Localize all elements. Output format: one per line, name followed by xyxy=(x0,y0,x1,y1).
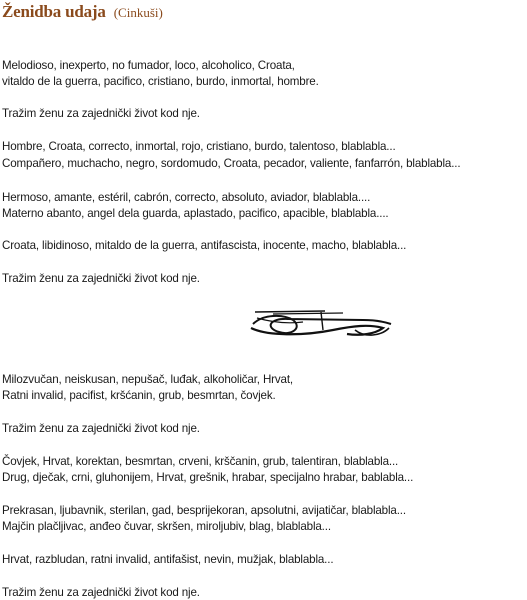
poem-line: Croata, libidinoso, mitaldo de la guerra, antifascista, inocente, macho, blablabla... xyxy=(2,239,407,252)
page-title: Ženidba udaja xyxy=(2,2,106,21)
poem-line: Hombre, Croata, correcto, inmortal, rojo, cristiano, burdo, talentoso, blablabla... xyxy=(2,140,396,153)
poem-line: Hermoso, amante, estéril, cabrón, correcto, absoluto, aviador, blablabla.... xyxy=(2,191,371,204)
poem-line: Milozvučan, neiskusan, nepušač, luđak, alkoholičar, Hrvat, xyxy=(2,373,293,386)
poem-line: Prekrasan, ljubavnik, sterilan, gad, besprijekoran, apsolutni, avijatičar, blablabla... xyxy=(2,504,406,517)
poem-line: Melodioso, inexperto, no fumador, loco, alcoholico, Croata, xyxy=(2,59,295,72)
poem-line: Compañero, muchacho, negro, sordomudo, Croata, pecador, valiente, fanfarrón, blablabla... xyxy=(2,157,461,170)
poem-line: Hrvat, razbludan, ratni invalid, antifašist, nevin, mužjak, blablabla... xyxy=(2,553,334,566)
poem-line: Majčin plačljivac, anđeo čuvar, skršen, miroljubiv, blag, blablabla... xyxy=(2,520,331,533)
refrain-line: Tražim ženu za zajednički život kod nje. xyxy=(2,107,200,120)
poem-line: Materno abanto, angel dela guarda, aplastado, pacifico, apacible, blablabla.... xyxy=(2,207,389,220)
signature-scribble xyxy=(243,306,393,346)
refrain-line: Tražim ženu za zajednički život kod nje. xyxy=(2,586,200,599)
poem-line: vitaldo de la guerra, pacifico, cristiano, burdo, inmortal, hombre. xyxy=(2,75,319,88)
page-header xyxy=(2,2,163,22)
page-subtitle: (Cinkuši) xyxy=(113,5,163,20)
refrain-line: Tražim ženu za zajednički život kod nje. xyxy=(2,272,200,285)
poem-line: Drug, dječak, crni, gluhonijem, Hrvat, grešnik, hrabar, specijalno hrabar, bablabla... xyxy=(2,471,414,484)
poem-line: Čovjek, Hrvat, korektan, besmrtan, crveni, krščanin, grub, talentiran, blablabla... xyxy=(2,455,399,468)
refrain-line: Tražim ženu za zajednički život kod nje. xyxy=(2,422,200,435)
poem-line: Ratni invalid, pacifist, kršćanin, grub, besmrtan, čovjek. xyxy=(2,389,276,402)
